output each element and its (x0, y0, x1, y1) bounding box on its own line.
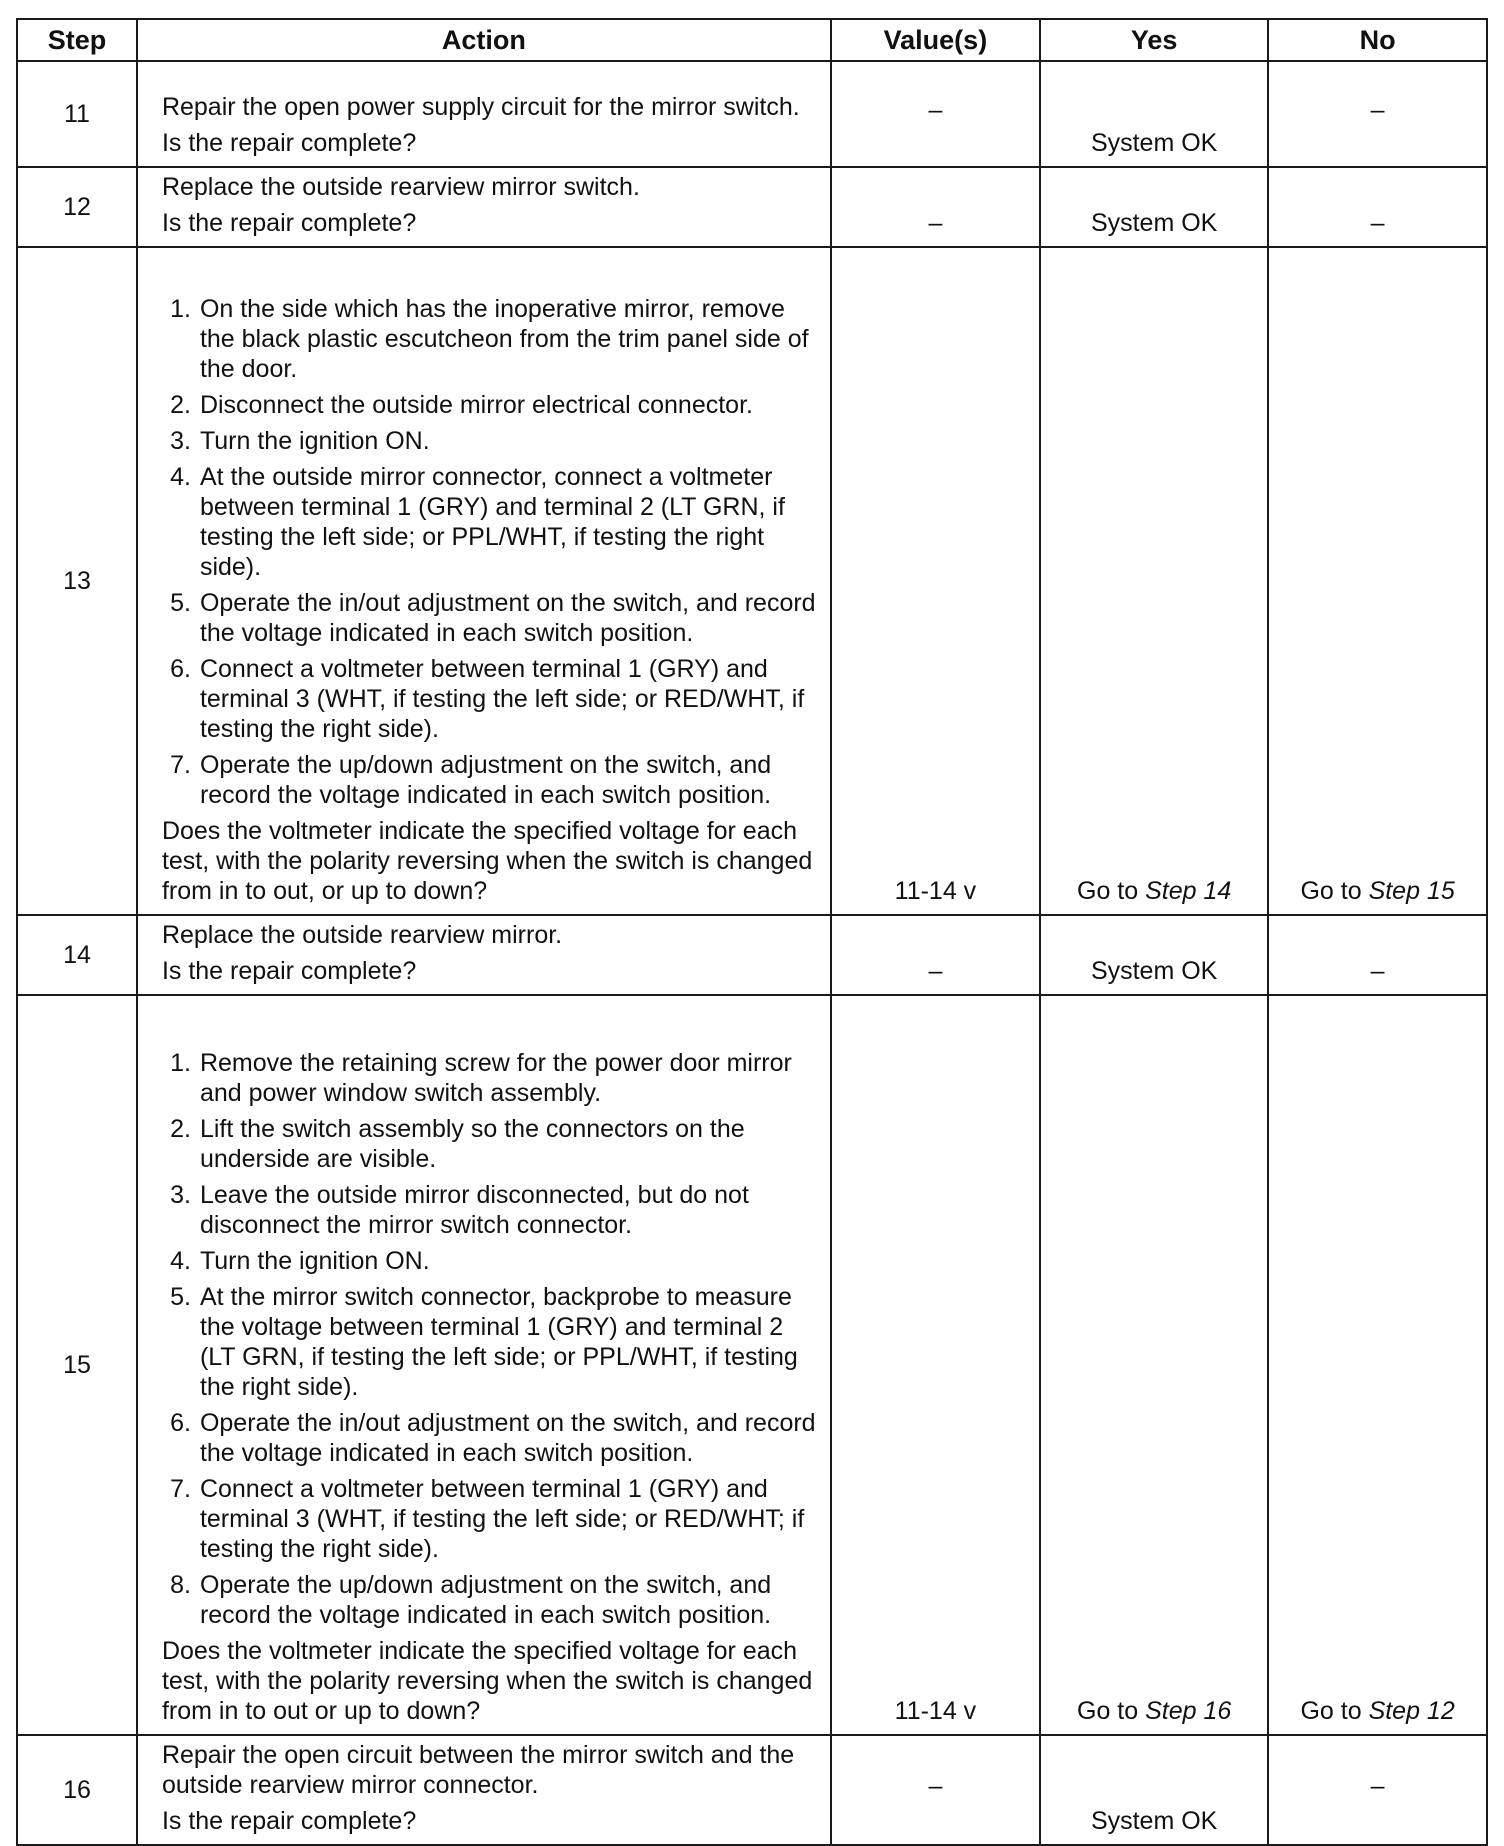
header-yes: Yes (1040, 19, 1268, 61)
yes-cell: System OK (1040, 61, 1268, 167)
question-text: Is the repair complete? (161, 1807, 417, 1835)
table-row (17, 995, 1487, 1735)
list-item: 8. Operate the up/down adjustment on the switch, and record the voltage indicated in each switch position. (198, 1570, 820, 1630)
step-number: 15 (17, 995, 137, 1735)
action-cell (137, 995, 831, 1735)
header-step: Step (17, 19, 137, 61)
no-cell (1268, 247, 1487, 915)
list-item: 4. Turn the ignition ON. (198, 1246, 820, 1276)
yes-cell (1040, 247, 1268, 915)
step-number: 11 (17, 61, 137, 167)
no-cell: – (1268, 1735, 1487, 1845)
list-item: 1. On the side which has the inoperative mirror, remove the black plastic escutcheon from the trim panel side of the door. (198, 294, 820, 384)
step-number: 12 (17, 167, 137, 247)
action-cell (137, 247, 831, 915)
action-cell (137, 61, 831, 167)
header-row (17, 19, 1487, 61)
yes-cell: System OK (1040, 915, 1268, 995)
table-row (17, 167, 1487, 247)
step-number: 14 (17, 915, 137, 995)
yes-cell (1040, 995, 1268, 1735)
header-values: Value(s) (831, 19, 1040, 61)
action-cell (137, 1735, 831, 1845)
list-item: 6. Operate the in/out adjustment on the switch, and record the voltage indicated in each switch position. (198, 1408, 820, 1468)
no-cell (1268, 995, 1487, 1735)
value-cell: 11-14 v (831, 247, 1040, 915)
action-cell (137, 167, 831, 247)
action-text: Repair the open circuit between the mirror switch and the outside rearview mirror connector. (161, 1741, 795, 1799)
list-item: 7. Operate the up/down adjustment on the switch, and record the voltage indicated in each switch position. (198, 750, 820, 810)
value-cell: – (831, 915, 1040, 995)
list-item: 3. Leave the outside mirror disconnected, but do not disconnect the mirror switch connector. (198, 1180, 820, 1240)
goto-step-link: Step 12 (1368, 1697, 1455, 1725)
table-row (17, 915, 1487, 995)
goto-step-link: Step 16 (1145, 1697, 1232, 1725)
step-number: 16 (17, 1735, 137, 1845)
list-item: 1. Remove the retaining screw for the power door mirror and power window switch assembly. (198, 1048, 820, 1108)
table-row (17, 247, 1487, 915)
list-item: 2. Lift the switch assembly so the connectors on the underside are visible. (198, 1114, 820, 1174)
header-no: No (1268, 19, 1487, 61)
question-text: Does the voltmeter indicate the specified voltage for each test, with the polarity reversing when the switch is changed from in to out or up to down? (161, 1637, 813, 1725)
value-cell: – (831, 1735, 1040, 1845)
no-cell: – (1268, 61, 1487, 167)
list-item: 4. At the outside mirror connector, connect a voltmeter between terminal 1 (GRY) and terminal 2 (LT GRN, if testing the left side; or PPL/WHT, if testing the right side). (198, 462, 820, 582)
list-item: 7. Connect a voltmeter between terminal 1 (GRY) and terminal 3 (WHT, if testing the left side; or RED/WHT; if testing the right side). (198, 1474, 820, 1564)
list-item: 5. At the mirror switch connector, backprobe to measure the voltage between terminal 1 (GRY) and terminal 2 (LT GRN, if testing the left side; or PPL/WHT, if testing the right side). (198, 1282, 820, 1402)
yes-cell: System OK (1040, 1735, 1268, 1845)
list-item: 6. Connect a voltmeter between terminal 1 (GRY) and terminal 3 (WHT, if testing the left side; or RED/WHT, if testing the right side). (198, 654, 820, 744)
goto-label: Go to (1300, 877, 1369, 905)
list-item: 2. Disconnect the outside mirror electrical connector. (198, 390, 820, 420)
no-cell: – (1268, 915, 1487, 995)
question-text: Does the voltmeter indicate the specified voltage for each test, with the polarity reversing when the switch is changed from in to out, or up to down? (161, 817, 813, 905)
action-text: Repair the open power supply circuit for the mirror switch. (161, 93, 800, 121)
table-row (17, 61, 1487, 167)
step-number: 13 (17, 247, 137, 915)
action-text: Replace the outside rearview mirror. (161, 921, 563, 949)
question-text: Is the repair complete? (161, 129, 417, 157)
goto-label: Go to (1077, 877, 1146, 905)
value-cell: – (831, 167, 1040, 247)
goto-step-link: Step 14 (1145, 877, 1232, 905)
goto-step-link: Step 15 (1368, 877, 1455, 905)
goto-label: Go to (1300, 1697, 1369, 1725)
goto-label: Go to (1077, 1697, 1146, 1725)
table-row (17, 1735, 1487, 1845)
header-action: Action (137, 19, 831, 61)
action-steps-list (162, 294, 820, 810)
no-cell: – (1268, 167, 1487, 247)
action-steps-list (162, 1048, 820, 1630)
action-cell (137, 915, 831, 995)
question-text: Is the repair complete? (161, 209, 417, 237)
diagnostic-table (16, 18, 1488, 1846)
value-cell: 11-14 v (831, 995, 1040, 1735)
action-text: Replace the outside rearview mirror switch. (161, 173, 640, 201)
yes-cell: System OK (1040, 167, 1268, 247)
list-item: 5. Operate the in/out adjustment on the switch, and record the voltage indicated in each switch position. (198, 588, 820, 648)
list-item: 3. Turn the ignition ON. (198, 426, 820, 456)
value-cell: – (831, 61, 1040, 167)
question-text: Is the repair complete? (161, 957, 417, 985)
